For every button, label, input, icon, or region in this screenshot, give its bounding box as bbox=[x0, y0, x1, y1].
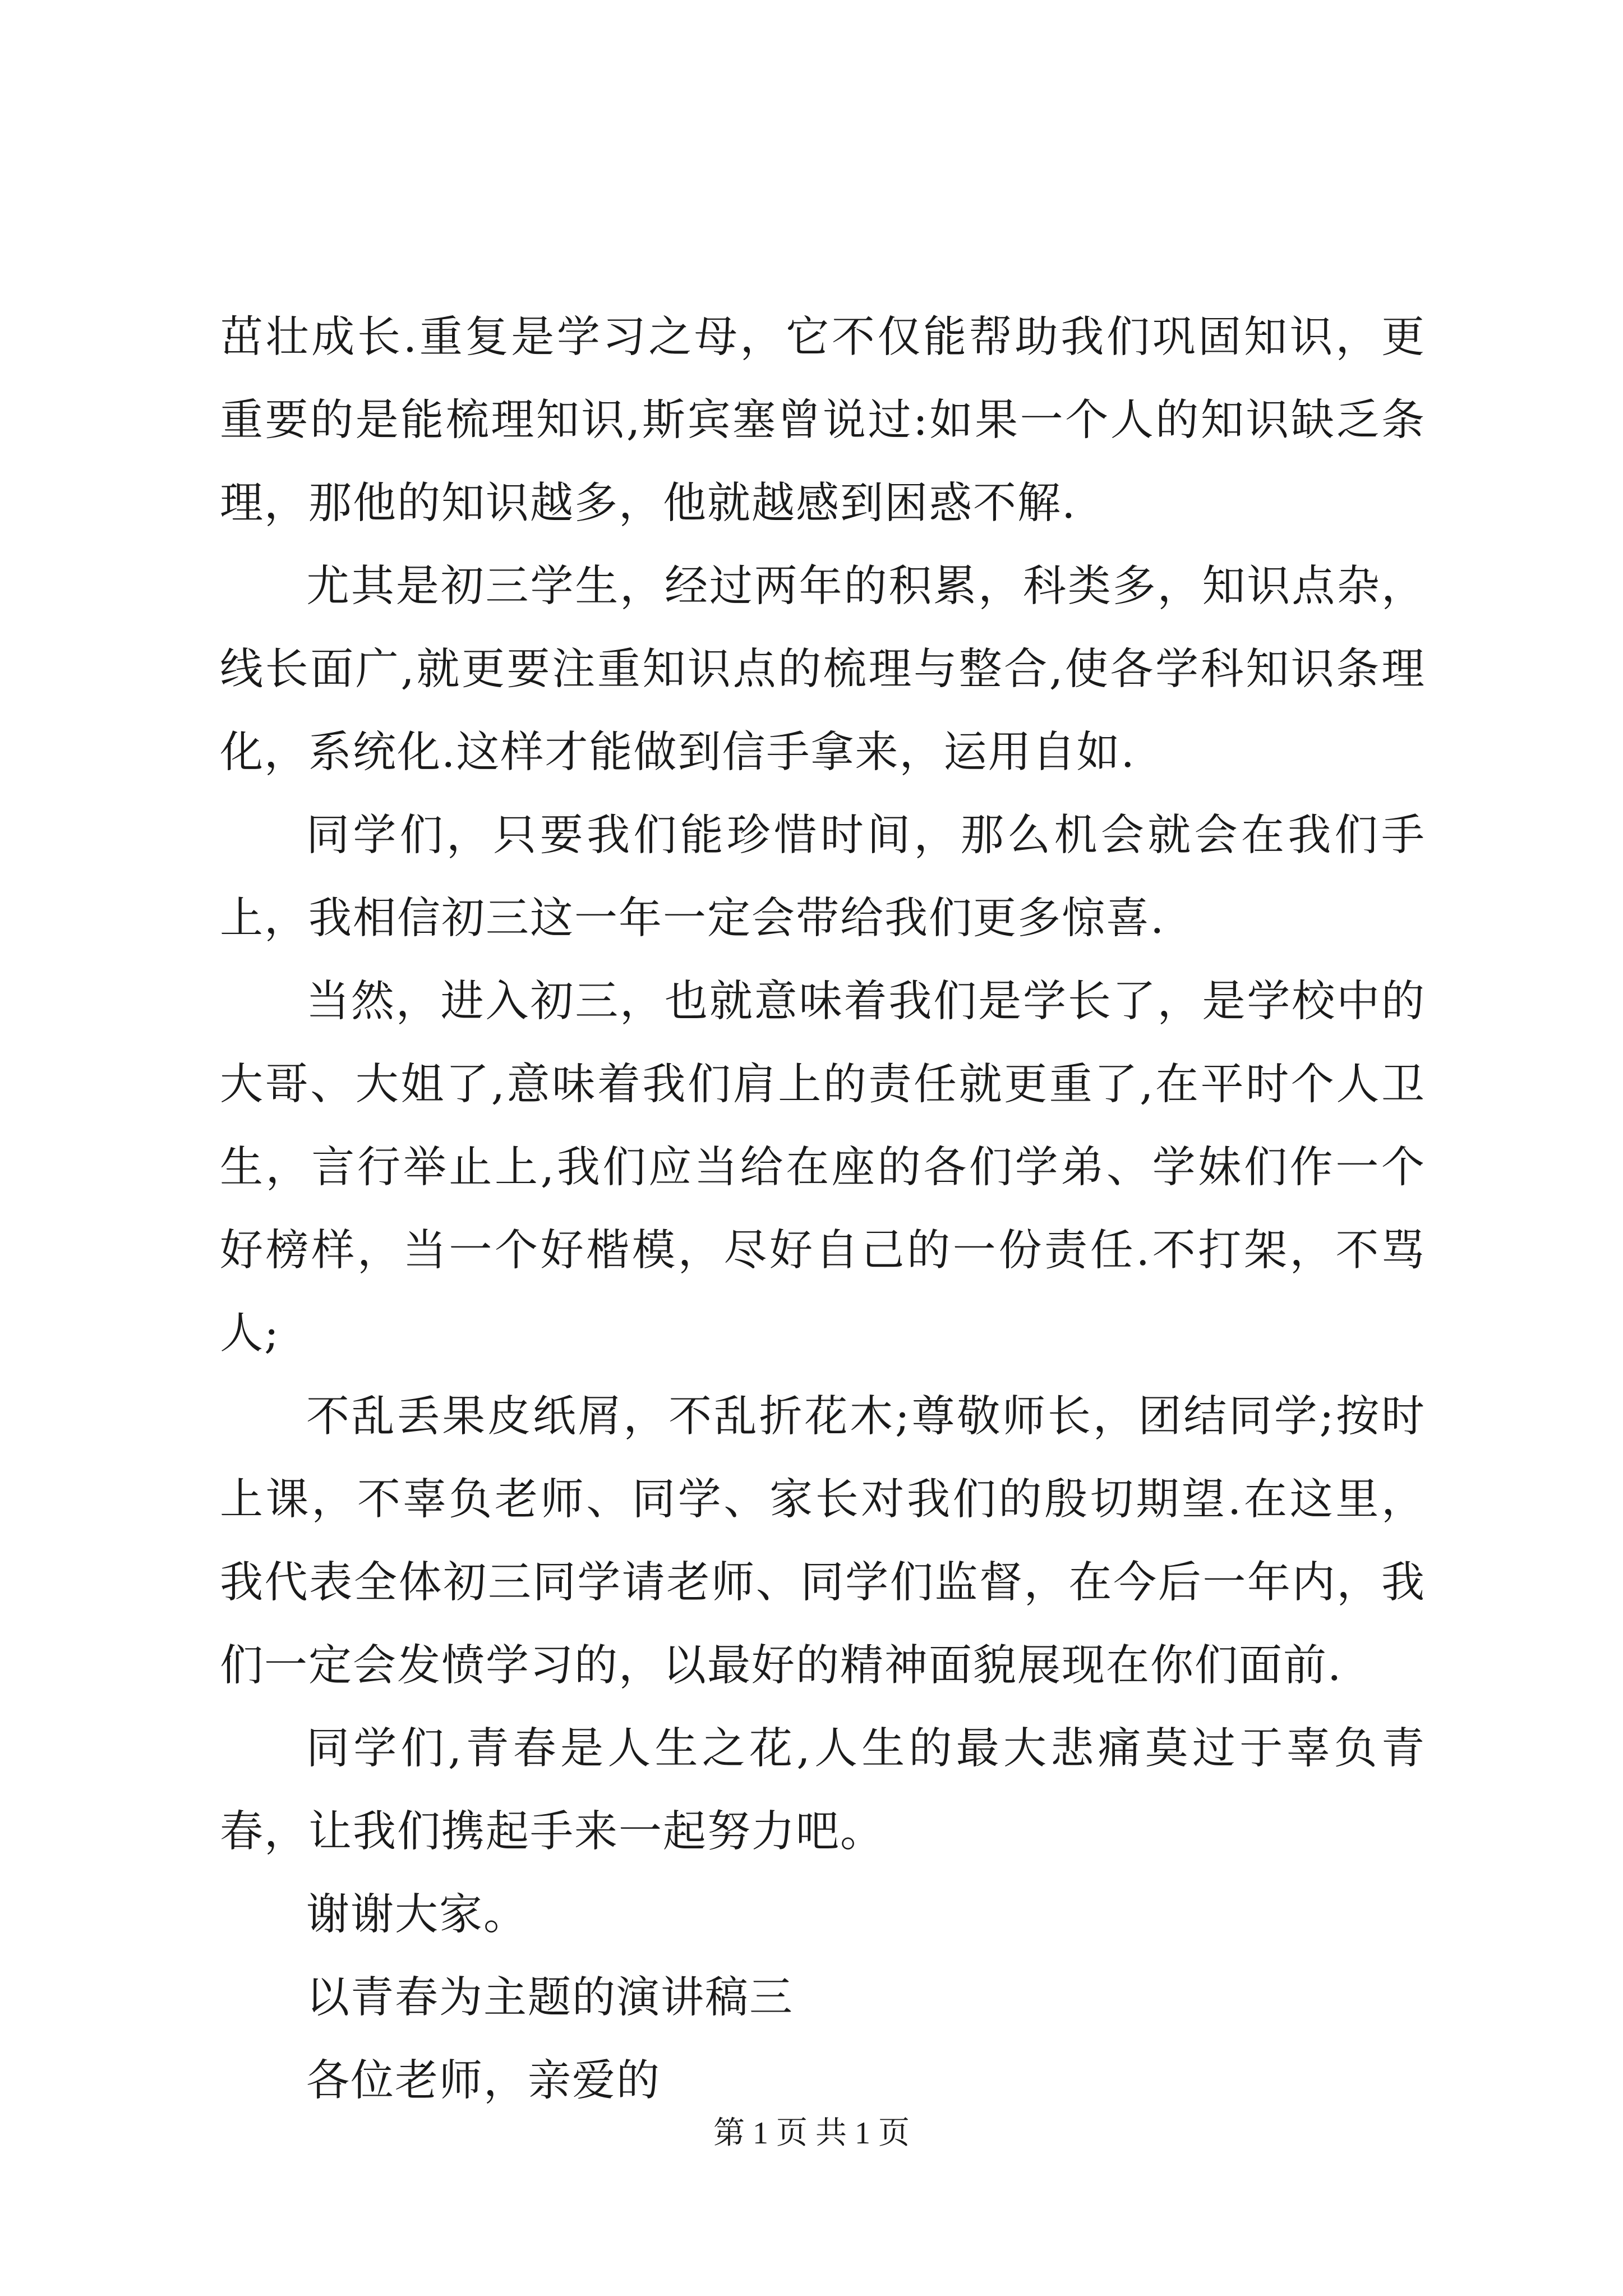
paragraph: 谢谢大家。 bbox=[306, 1890, 528, 1940]
paragraph: 同学们,青春是人生之花,人生的最大悲痛莫过于辜负青春，让我们携起手来一起努力吧。 bbox=[220, 1724, 1426, 1857]
paragraph: 茁壮成长.重复是学习之母，它不仅能帮助我们巩固知识，更重要的是能梳理知识,斯宾塞曾说过:如果一个人的知识缺乏条理，那他的知识越多，他就越感到困惑不解. bbox=[220, 312, 1426, 528]
paragraph: 同学们，只要我们能珍惜时间，那么机会就会在我们手上，我相信初三这一年一定会带给我们更多惊喜. bbox=[220, 811, 1426, 944]
paragraph: 当然，进入初三，也就意味着我们是学长了，是学校中的大哥、大姐了,意味着我们肩上的责任就更重了,在平时个人卫生，言行举止上,我们应当给在座的各们学弟、学妹们作一个好榜样，当一个好楷模，尽好自己的一份责任.不打架，不骂人; bbox=[220, 977, 1426, 1359]
paragraph: 不乱丢果皮纸屑，不乱折花木;尊敬师长，团结同学;按时上课，不辜负老师、同学、家长对我们的殷切期望.在这里，我代表全体初三同学请老师、同学们监督，在今后一年内，我们一定会发愤学习的，以最好的精神面貌展现在你们面前. bbox=[220, 1392, 1426, 1691]
body-text bbox=[220, 296, 1426, 2123]
paragraph: 尤其是初三学生，经过两年的积累，科类多，知识点杂，线长面广,就更要注重知识点的梳理与整合,使各学科知识条理化，系统化.这样才能做到信手拿来，运用自如. bbox=[220, 562, 1426, 777]
page-footer: 第 1 页 共 1 页 bbox=[713, 2116, 910, 2151]
paragraph: 各位老师，亲爱的 bbox=[306, 2056, 661, 2106]
section-heading: 以青春为主题的演讲稿三 bbox=[306, 1973, 794, 2023]
